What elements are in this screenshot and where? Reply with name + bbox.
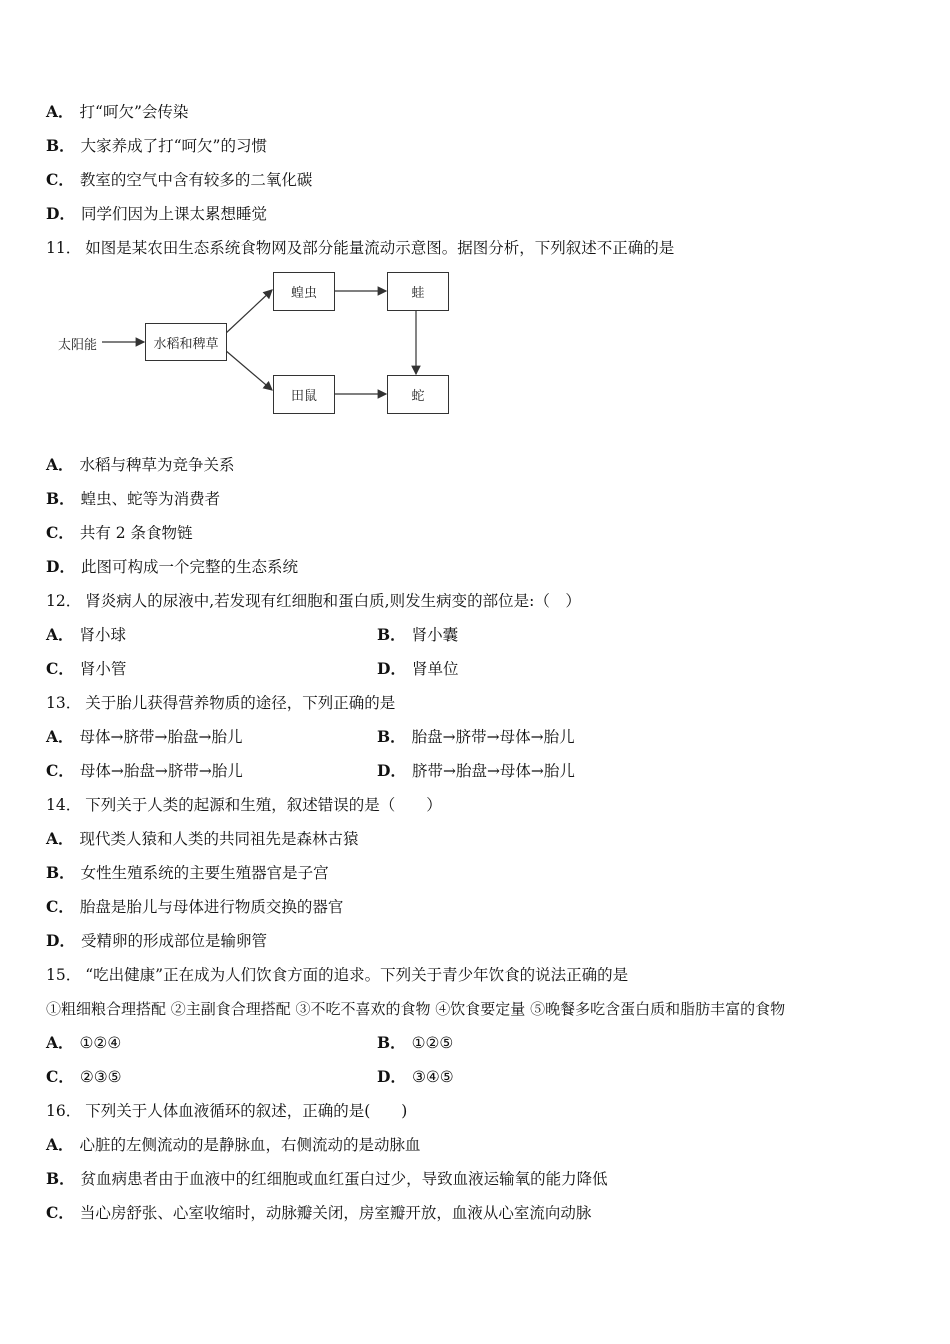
q11-option-b: B． 蝗虫、蛇等为消费者 bbox=[46, 489, 221, 508]
q12-option-b: B． 肾小囊 bbox=[377, 625, 459, 644]
q16-option-b: B． 贫血病患者由于血液中的红细胞或血红蛋白过少，导致血液运输氧的能力降低 bbox=[46, 1169, 608, 1188]
q14-option-c: C． 胎盘是胎儿与母体进行物质交换的器官 bbox=[46, 897, 344, 916]
frog-box: 蛙 bbox=[387, 272, 449, 311]
q15-option-d: D． ③④⑤ bbox=[377, 1067, 454, 1086]
locust-box: 蝗虫 bbox=[273, 272, 335, 311]
q13-stem: 13． 关于胎儿获得营养物质的途径，下列正确的是 bbox=[46, 694, 396, 712]
q12-option-d: D． 肾单位 bbox=[377, 659, 459, 678]
q15-option-c: C． ②③⑤ bbox=[46, 1067, 122, 1086]
q15-items: ①粗细粮合理搭配 ②主副食合理搭配 ③不吃不喜欢的食物 ④饮食要定量 ⑤晚餐多吃含蛋白质和脂肪丰富的食物 bbox=[46, 1000, 786, 1018]
q11-option-a: A． 水稻与稗草为竞争关系 bbox=[46, 455, 235, 474]
q16-option-a: A． 心脏的左侧流动的是静脉血，右侧流动的是动脉血 bbox=[46, 1135, 421, 1154]
q11-option-d: D． 此图可构成一个完整的生态系统 bbox=[46, 557, 298, 576]
arrow-producer-to-mouse bbox=[225, 350, 272, 390]
food-web-diagram bbox=[50, 268, 470, 423]
q10-option-c: C． 教室的空气中含有较多的二氧化碳 bbox=[46, 170, 313, 189]
energy-source-label: 太阳能 bbox=[58, 338, 98, 353]
q14-option-d: D． 受精卵的形成部位是输卵管 bbox=[46, 931, 267, 950]
q11-option-c: C． 共有 2 条食物链 bbox=[46, 523, 193, 542]
q14-option-b: B． 女性生殖系统的主要生殖器官是子宫 bbox=[46, 863, 329, 882]
q15-option-b: B． ①②⑤ bbox=[377, 1033, 454, 1052]
q14-option-a: A． 现代类人猿和人类的共同祖先是森林古猿 bbox=[46, 829, 359, 848]
q15-stem: 15． “吃出健康”正在成为人们饮食方面的追求。下列关于青少年饮食的说法正确的是 bbox=[46, 966, 629, 984]
q13-option-d: D． 脐带→胎盘→母体→胎儿 bbox=[377, 761, 575, 780]
q13-option-c: C． 母体→胎盘→脐带→胎儿 bbox=[46, 761, 243, 780]
q16-stem: 16． 下列关于人体血液循环的叙述，正确的是( ) bbox=[46, 1102, 408, 1120]
snake-box: 蛇 bbox=[387, 375, 449, 414]
producer-box: 水稻和稗草 bbox=[145, 323, 227, 361]
q16-option-c: C． 当心房舒张、心室收缩时，动脉瓣关闭，房室瓣开放，血液从心室流向动脉 bbox=[46, 1203, 592, 1222]
q10-option-d: D． 同学们因为上课太累想睡觉 bbox=[46, 204, 267, 223]
q15-option-a: A． ①②④ bbox=[46, 1033, 122, 1052]
q13-option-b: B． 胎盘→脐带→母体→胎儿 bbox=[377, 727, 575, 746]
mouse-box: 田鼠 bbox=[273, 375, 335, 414]
q14-stem: 14． 下列关于人类的起源和生殖，叙述错误的是（ ） bbox=[46, 796, 442, 814]
q12-option-a: A． 肾小球 bbox=[46, 625, 127, 644]
q12-stem: 12． 肾炎病人的尿液中,若发现有红细胞和蛋白质,则发生病变的部位是:（ ） bbox=[46, 592, 581, 610]
q13-option-a: A． 母体→脐带→胎盘→胎儿 bbox=[46, 727, 243, 746]
q12-option-c: C． 肾小管 bbox=[46, 659, 127, 678]
q11-stem: 11． 如图是某农田生态系统食物网及部分能量流动示意图。据图分析，下列叙述不正确的是 bbox=[46, 239, 675, 257]
arrow-producer-to-locust bbox=[225, 290, 272, 334]
q10-option-b: B． 大家养成了打“呵欠”的习惯 bbox=[46, 136, 267, 155]
q10-option-a: A． 打“呵欠”会传染 bbox=[46, 102, 189, 121]
